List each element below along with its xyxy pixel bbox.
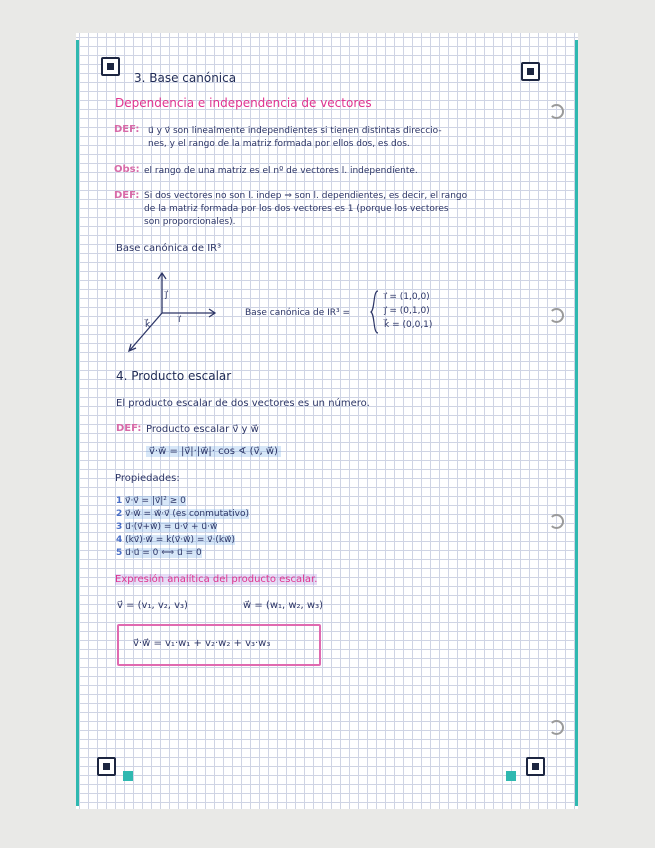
brace-icon bbox=[370, 290, 380, 334]
def2-line2: de la matriz formada por los dos vectores es 1 (porque los vectores bbox=[144, 204, 449, 214]
prop-item: 2 v⃗·w⃗ = w⃗·v⃗ (es conmutativo) bbox=[116, 509, 250, 519]
corner-marker-top-right-icon bbox=[521, 62, 540, 81]
analytic-title: Expresión analítica del producto escalar. bbox=[115, 574, 318, 585]
binder-hole-icon bbox=[549, 720, 564, 735]
teal-square-right-icon bbox=[506, 771, 516, 781]
def1-line2: nes, y el rango de la matriz formada por ellos dos, es dos. bbox=[148, 139, 410, 149]
def3-text: Producto escalar v⃗ y w⃗ bbox=[146, 424, 259, 435]
base-j: j⃗ = (0,1,0) bbox=[384, 306, 430, 316]
axis-j-label: j⃗ bbox=[165, 290, 168, 300]
corner-marker-bottom-right-icon bbox=[526, 757, 545, 776]
axis-k-label: k⃗ bbox=[145, 320, 151, 330]
def3-tag: DEF: bbox=[116, 423, 142, 434]
props-heading: Propiedades: bbox=[115, 473, 180, 484]
def2-tag: DEF: bbox=[114, 190, 140, 201]
analytic-formula: v⃗·w⃗ = v₁·w₁ + v₂·w₂ + v₃·w₃ bbox=[133, 638, 271, 649]
w-definition: w⃗ = (w₁, w₂, w₃) bbox=[243, 600, 323, 611]
binder-hole-icon bbox=[549, 308, 564, 323]
base-label: Base canónica de IR³ = bbox=[245, 308, 351, 318]
prop-item: 4 (kv⃗)·w⃗ = k(v⃗·w⃗) = v⃗·(kw⃗) bbox=[116, 535, 236, 545]
v-definition: v⃗ = (v₁, v₂, v₃) bbox=[117, 600, 188, 611]
corner-marker-bottom-left-icon bbox=[97, 757, 116, 776]
dot-product-formula: v⃗·w⃗ = |v⃗|·|w⃗|· cos ∢ (v⃗, w⃗) bbox=[146, 446, 281, 457]
base-heading: Base canónica de IR³ bbox=[116, 243, 222, 254]
def2-line1: Si dos vectores no son l. indep ⇒ son l. dependientes, es decir, el rango bbox=[144, 191, 468, 201]
obs-text: el rango de una matriz es el nº de vectores l. independiente. bbox=[144, 166, 418, 176]
prop-item: 1 v⃗·v⃗ = |v⃗|² ≥ 0 bbox=[116, 496, 186, 506]
section4-title: 4. Producto escalar bbox=[116, 369, 232, 383]
page-edge-left bbox=[76, 40, 79, 806]
base-i: i⃗ = (1,0,0) bbox=[384, 292, 430, 302]
prop-item: 5 u⃗·u⃗ = 0 ⟺ u⃗ = 0 bbox=[116, 548, 202, 558]
base-k: k⃗ = (0,0,1) bbox=[384, 320, 433, 330]
section3-title: 3. Base canónica bbox=[134, 71, 237, 85]
obs-tag: Obs: bbox=[114, 164, 140, 175]
axis-i-label: i⃗ bbox=[178, 315, 181, 325]
binder-hole-icon bbox=[549, 514, 564, 529]
def1-line1: u⃗ y v⃗ son linealmente independientes si tienen distintas direccio- bbox=[148, 126, 442, 136]
section4-intro: El producto escalar de dos vectores es un número. bbox=[116, 398, 370, 409]
axes-diagram bbox=[120, 262, 230, 362]
section3-subtitle: Dependencia e independencia de vectores bbox=[115, 96, 372, 110]
corner-marker-top-left-icon bbox=[101, 57, 120, 76]
prop-item: 3 u⃗·(v⃗+w⃗) = u⃗·v⃗ + u⃗·w⃗ bbox=[116, 522, 218, 532]
def1-tag: DEF: bbox=[114, 124, 140, 135]
binder-hole-icon bbox=[549, 104, 564, 119]
def2-line3: son proporcionales). bbox=[144, 217, 236, 227]
teal-square-left-icon bbox=[123, 771, 133, 781]
page-edge-right bbox=[575, 40, 578, 806]
